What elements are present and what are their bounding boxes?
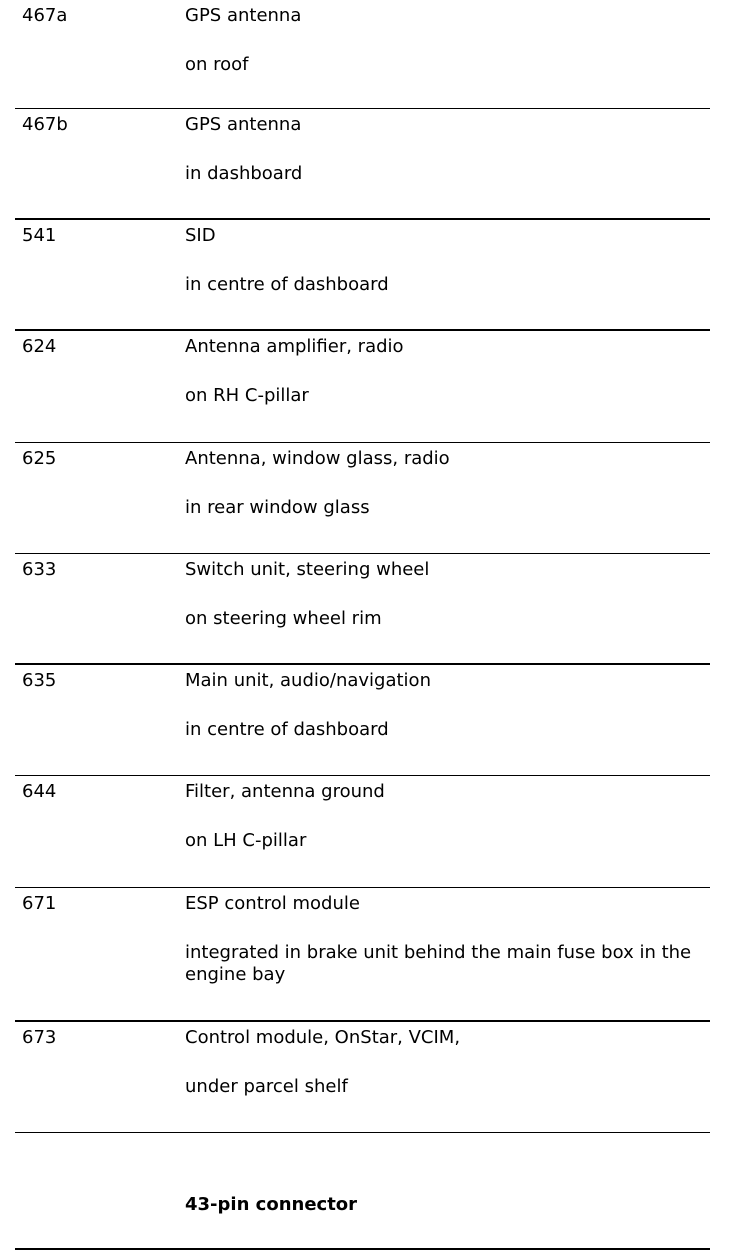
component-name: Antenna amplifier, radio <box>185 336 404 357</box>
component-name: Switch unit, steering wheel <box>185 559 430 580</box>
component-code: 644 <box>22 781 57 802</box>
component-name: Antenna, window glass, radio <box>185 448 450 469</box>
component-name: Control module, OnStar, VCIM, <box>185 1027 461 1048</box>
component-code: 633 <box>22 559 57 580</box>
table-row <box>15 331 710 443</box>
component-location: in centre of dashboard <box>185 719 389 740</box>
component-name: Filter, antenna ground <box>185 781 385 802</box>
component-location: integrated in brake unit behind the main fuse box in the engine bay <box>185 942 692 985</box>
table-row <box>15 220 710 331</box>
table-row <box>15 665 710 776</box>
component-name: ESP control module <box>185 893 360 914</box>
component-code: 671 <box>22 893 57 914</box>
component-location: in dashboard <box>185 163 303 184</box>
table-row <box>15 1022 710 1133</box>
table-row <box>15 776 710 888</box>
component-name: GPS antenna <box>185 5 302 26</box>
component-table <box>15 0 710 1250</box>
component-name: Main unit, audio/navigation <box>185 670 431 691</box>
component-location: in centre of dashboard <box>185 274 389 295</box>
table-row <box>15 888 710 1022</box>
component-location: on RH C-pillar <box>185 385 309 406</box>
component-code: 467b <box>22 114 68 135</box>
component-location: on roof <box>185 54 249 75</box>
table-row <box>15 554 710 665</box>
component-name: GPS antenna <box>185 114 302 135</box>
connector-row <box>15 1133 710 1250</box>
component-code: 673 <box>22 1027 57 1048</box>
component-code: 625 <box>22 448 57 469</box>
table-row <box>15 109 710 220</box>
component-code: 467a <box>22 5 68 26</box>
component-location: in rear window glass <box>185 497 370 518</box>
table-row <box>15 443 710 554</box>
component-location: under parcel shelf <box>185 1076 348 1097</box>
component-code: 635 <box>22 670 57 691</box>
connector-label: 43-pin connector <box>185 1194 358 1215</box>
component-location: on steering wheel rim <box>185 608 382 629</box>
component-code: 541 <box>22 225 57 246</box>
component-name: SID <box>185 225 216 246</box>
component-code: 624 <box>22 336 57 357</box>
component-location: on LH C-pillar <box>185 830 307 851</box>
table-row <box>15 0 710 109</box>
